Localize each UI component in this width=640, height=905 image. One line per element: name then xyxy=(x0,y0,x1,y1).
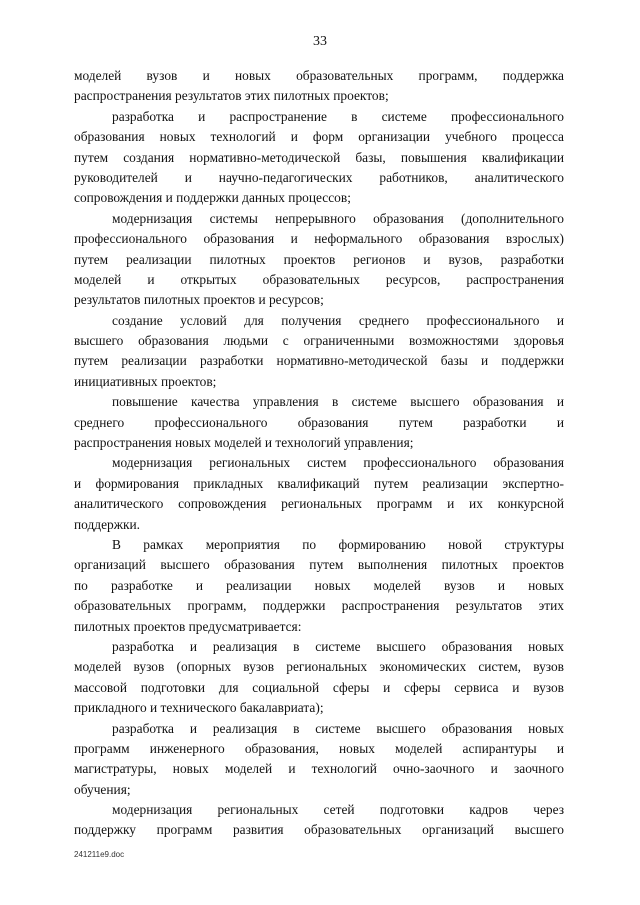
page-number: 33 xyxy=(313,34,327,49)
text-line: магистратуры, новых моделей и технологий очно-заочного и заочного xyxy=(74,761,564,777)
text-line: создание условий для получения среднего профессионального и xyxy=(112,312,564,328)
text-line: образовательных программ, поддержки распространения результатов этих xyxy=(74,598,564,614)
text-line: моделей вузов и новых образовательных программ, поддержка xyxy=(74,68,564,83)
text-line: моделей вузов (опорных вузов региональных экономических систем, вузов xyxy=(74,659,564,675)
text-line: модернизация региональных систем профессионального образования xyxy=(112,455,564,471)
text-line: образования новых технологий и форм организации учебного процесса xyxy=(74,129,564,145)
text-line: среднего профессионального образования путем разработки и xyxy=(74,414,564,430)
text-line: поддержки. xyxy=(74,516,141,532)
text-line: пилотных проектов предусматривается: xyxy=(74,618,302,634)
text-line: модернизация системы непрерывного образования (дополнительного xyxy=(112,210,564,226)
text-line: результатов пилотных проектов и ресурсов; xyxy=(74,292,324,308)
text-line: модернизация региональных сетей подготовки кадров через xyxy=(112,802,564,818)
text-line: обучения; xyxy=(74,781,131,797)
text-line: разработка и реализация в системе высшего образования новых xyxy=(112,638,564,654)
text-line: распространения результатов этих пилотных проектов; xyxy=(74,88,389,104)
text-line: массовой подготовки для социальной сферы и сферы сервиса и вузов xyxy=(74,679,564,695)
text-line: распространения новых моделей и технологий управления; xyxy=(74,435,414,451)
text-line: руководителей и научно-педагогических работников, аналитического xyxy=(74,169,564,185)
text-line: инициативных проектов; xyxy=(74,373,217,389)
document-body xyxy=(74,66,564,841)
text-line: путем реализации пилотных проектов регионов и вузов, разработки xyxy=(74,251,564,267)
text-line: профессионального образования и неформального образования взрослых) xyxy=(74,231,564,247)
text-line: повышение качества управления в системе высшего образования и xyxy=(112,394,564,410)
text-line: аналитического сопровождения региональных программ и их конкурсной xyxy=(74,496,564,512)
text-line: сопровождения и поддержки данных процессов; xyxy=(74,190,351,206)
text-line: по разработке и реализации новых моделей вузов и новых xyxy=(74,577,564,593)
text-line: разработка и распространение в системе профессионального xyxy=(112,108,564,124)
text-line: путем создания нормативно-методической базы, повышения квалификации xyxy=(74,149,564,165)
text-line: разработка и реализация в системе высшего образования новых xyxy=(112,720,564,736)
text-line: и формирования прикладных квалификаций путем реализации экспертно- xyxy=(74,475,564,491)
text-line: прикладного и технического бакалавриата); xyxy=(74,700,324,716)
text-line: программ инженерного образования, новых моделей аспирантуры и xyxy=(74,740,564,756)
text-line: В рамках мероприятия по формированию новой структуры xyxy=(112,536,564,552)
text-line: организаций высшего образования путем выполнения пилотных проектов xyxy=(74,557,564,573)
file-name-footer: 241211e9.doc xyxy=(74,850,125,859)
text-line: высшего образования людьми с ограниченными возможностями здоровья xyxy=(74,333,564,349)
text-line: путем реализации разработки нормативно-методической базы и поддержки xyxy=(74,353,564,369)
text-line: поддержку программ развития образовательных организаций высшего xyxy=(74,822,564,838)
text-line: моделей и открытых образовательных ресурсов, распространения xyxy=(74,271,564,287)
